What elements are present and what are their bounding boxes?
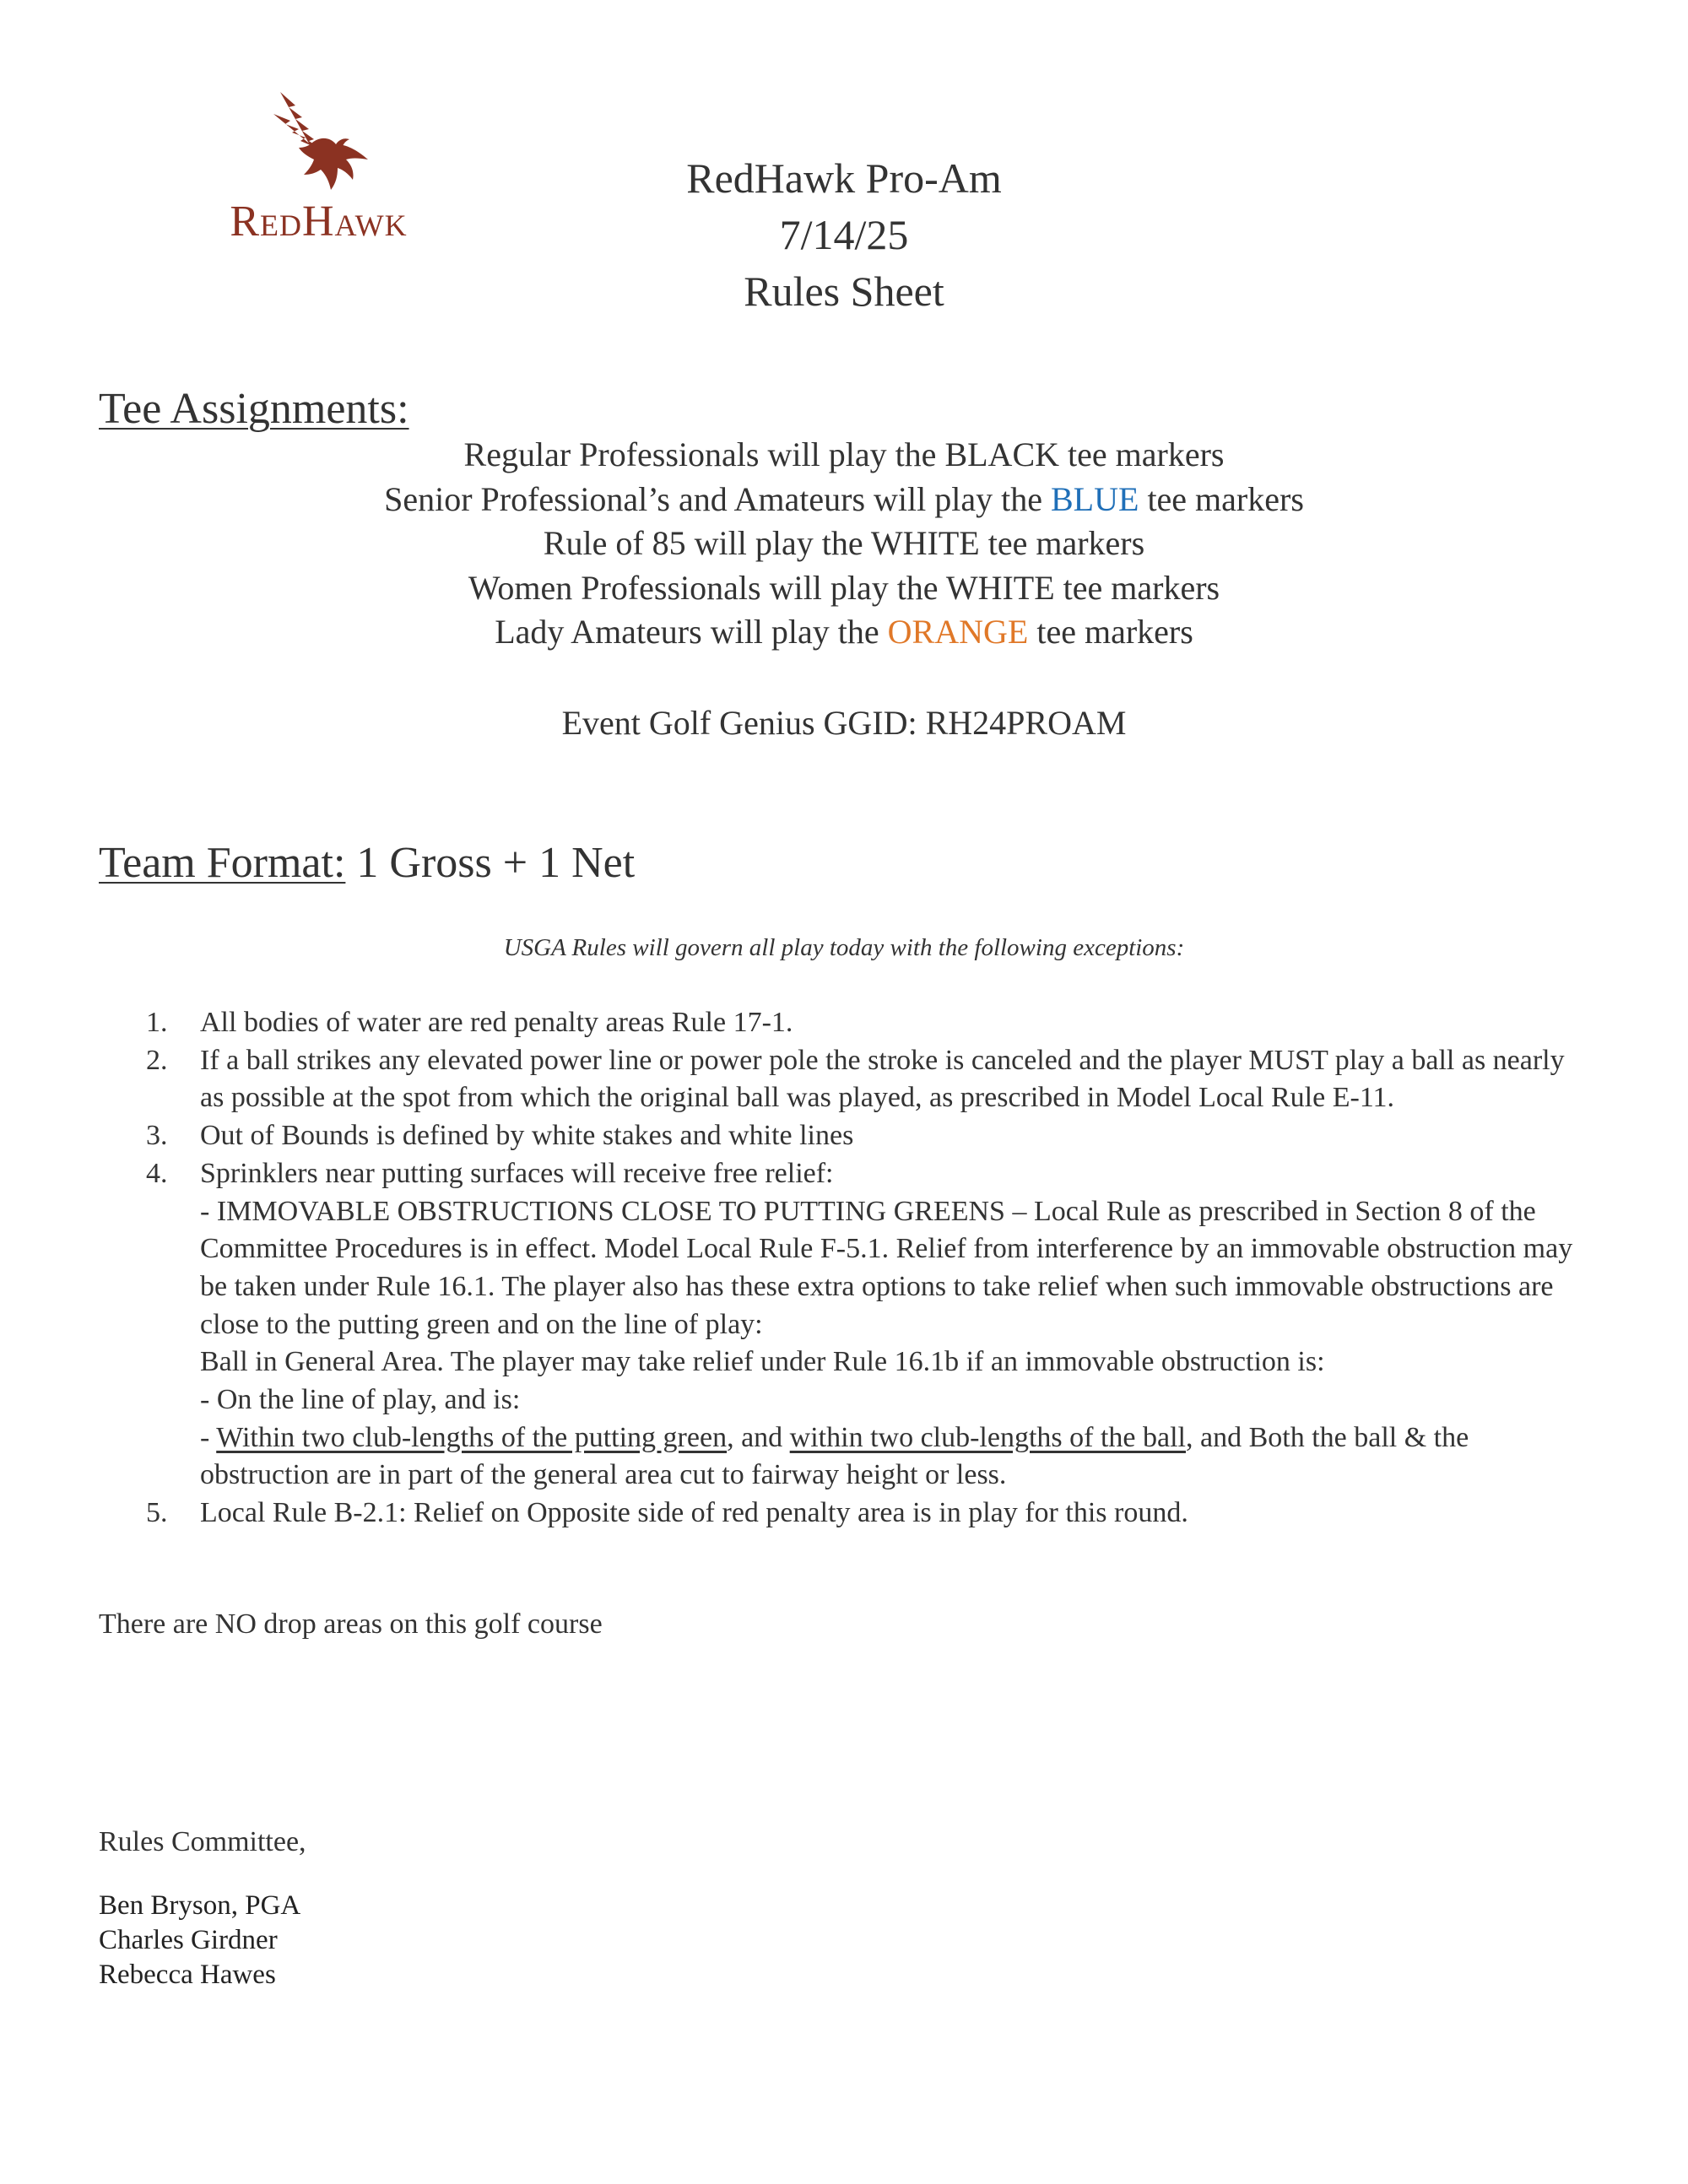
event-name: RedHawk Pro-Am	[686, 154, 1002, 202]
rule-general-area: Ball in General Area. The player may take relief under Rule 16.1b if an immovable obstruction is:	[200, 1346, 1325, 1378]
rule-item	[99, 1155, 1584, 1495]
team-format-heading	[99, 838, 635, 888]
rule-line-of-play: - On the line of play, and is:	[200, 1384, 521, 1416]
rule-conditions: - Within two club-lengths of the putting green, and within two club-lengths of the ball, and Both the ball & the obstruction are in part of the general area cut to fairway height or less.	[200, 1421, 1469, 1491]
committee-members	[99, 1889, 300, 1992]
committee-member: Ben Bryson, PGA	[99, 1890, 301, 1921]
rule-text: All bodies of water are red penalty areas Rule 17-1.	[200, 1007, 793, 1038]
committee-member: Charles Girdner	[99, 1925, 278, 1955]
event-ggid: Event Golf Genius GGID: RH24PROAM	[561, 704, 1127, 742]
page-title: Rules Sheet	[744, 268, 944, 315]
rule-item	[99, 1495, 1584, 1533]
rule-text: If a ball strikes any elevated power line or power pole the stroke is canceled and the player MUST play a ball as nearly as possible at the spot from which the original ball was played, as prescribed in Model Local Rule E-11.	[200, 1044, 1565, 1114]
title-block	[591, 150, 1097, 320]
rule-text: Out of Bounds is defined by white stakes and white lines	[200, 1120, 854, 1152]
tee-line-women-pros: Women Professionals will play the WHITE tee markers	[468, 569, 1220, 607]
usga-note: USGA Rules will govern all play today with the following exceptions:	[503, 934, 1185, 961]
rule-number: 3.	[146, 1120, 168, 1152]
no-drop-areas-note: There are NO drop areas on this golf course	[99, 1608, 603, 1640]
tee-line-senior-pros-amateurs: Senior Professional’s and Amateurs will play the BLUE tee markers	[384, 480, 1304, 518]
event-date: 7/14/25	[779, 211, 909, 258]
committee-member: Rebecca Hawes	[99, 1960, 276, 1990]
rule-item	[99, 1004, 1584, 1042]
rule-number: 1.	[146, 1007, 168, 1038]
team-format-label: Team Format:	[99, 839, 346, 887]
team-format-value: 1 Gross + 1 Net	[345, 839, 636, 887]
hawk-icon	[270, 89, 371, 197]
tee-line-lady-amateurs: Lady Amateurs will play the ORANGE tee markers	[495, 613, 1193, 651]
within-green-text: Within two club-lengths of the putting green	[216, 1421, 728, 1453]
rule-detail: - IMMOVABLE OBSTRUCTIONS CLOSE TO PUTTING GREENS – Local Rule as prescribed in Section 8 of the Committee Procedures is in effect. Model Local Rule F-5.1. Relief from interference by an immovable obstruction may be taken under Rule 16.1. The player also has these extra options to take relief when such immovable obstructions are close to the putting green and on the line of play:	[200, 1195, 1573, 1340]
rule-number: 5.	[146, 1497, 168, 1529]
rule-text: Local Rule B-2.1: Relief on Opposite side of red penalty area is in play for this round.	[200, 1497, 1188, 1529]
redhawk-logo	[207, 89, 430, 249]
rule-text: Sprinklers near putting surfaces will receive free relief:	[200, 1157, 834, 1189]
tee-assignments-label: Tee Assignments:	[99, 385, 409, 433]
closing-line: Rules Committee,	[99, 1826, 306, 1857]
rule-item	[99, 1042, 1584, 1117]
logo-wordmark: RedHawk	[230, 197, 408, 246]
rule-number: 2.	[146, 1044, 168, 1076]
tee-line-regular-pros: Regular Professionals will play the BLACK tee markers	[463, 435, 1225, 473]
within-ball-text: within two club-lengths of the ball	[789, 1421, 1186, 1453]
rule-number: 4.	[146, 1157, 168, 1189]
tee-assignments-heading	[99, 384, 409, 434]
rules-list	[99, 1004, 1584, 1533]
rule-item	[99, 1117, 1584, 1155]
tee-line-rule-of-85: Rule of 85 will play the WHITE tee markers	[543, 524, 1145, 562]
